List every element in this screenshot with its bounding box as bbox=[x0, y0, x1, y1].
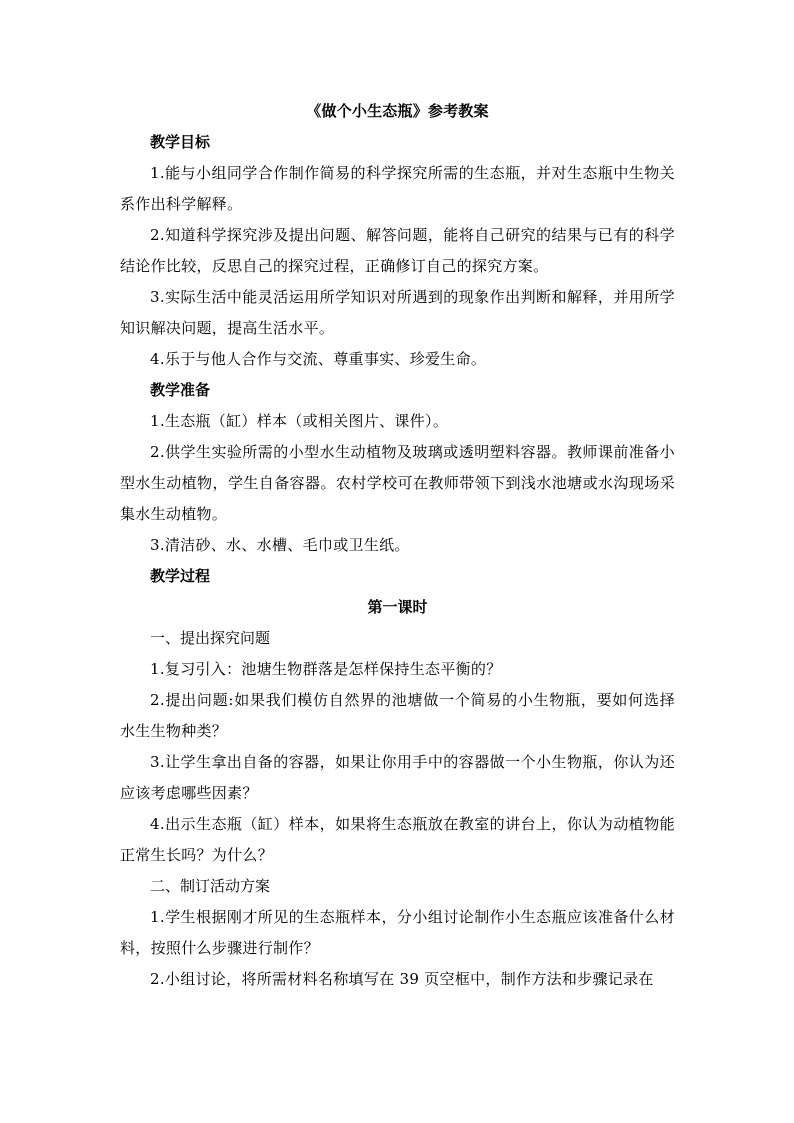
goal-item: 2.知道科学探究涉及提出问题、解答问题，能将自己研究的结果与已有的科学结论作比较，反思自己的探究过程，正确修订自己的探究方案。 bbox=[120, 226, 675, 275]
part1-item: 2.提出问题:如果我们模仿自然界的池塘做一个简易的小生物瓶，要如何选择水生生物种类？ bbox=[120, 691, 675, 740]
part1-item: 1.复习引入：池塘生物群落是怎样保持生态平衡的？ bbox=[150, 660, 502, 678]
document-body bbox=[120, 96, 675, 995]
part1-item: 4.出示生态瓶（缸）样本，如果将生态瓶放在教室的讲台上，你认为动植物能正常生长吗？为什么？ bbox=[120, 815, 675, 864]
part2-item: 1.学生根据刚才所见的生态瓶样本，分小组讨论制作小生态瓶应该准备什么材料，按照什么步骤进行制作？ bbox=[120, 908, 675, 957]
section-heading-prep: 教学准备 bbox=[150, 381, 211, 399]
prep-item: 1.生态瓶（缸）样本（或相关图片、课件）。 bbox=[150, 412, 449, 430]
prep-item: 2.供学生实验所需的小型水生动植物及玻璃或透明塑料容器。教师课前准备小型水生动植物，学生自备容器。农村学校可在教师带领下到浅水池塘或水沟现场采集水生动植物。 bbox=[120, 443, 675, 523]
part2-item: 2.小组讨论，将所需材料名称填写在 39 页空框中，制作方法和步骤记录在 bbox=[150, 970, 654, 988]
lesson-title: 第一课时 bbox=[367, 598, 428, 616]
subsection-heading-part1: 一、提出探究问题 bbox=[150, 629, 271, 647]
subsection-heading-part2: 二、制订活动方案 bbox=[150, 877, 271, 895]
prep-item: 3.清洁砂、水、水槽、毛巾或卫生纸。 bbox=[150, 536, 410, 554]
page-title: 《做个小生态瓶》参考教案 bbox=[306, 102, 489, 120]
goal-item: 1.能与小组同学合作制作简易的科学探究所需的生态瓶，并对生态瓶中生物关系作出科学解释。 bbox=[120, 164, 675, 213]
part1-item: 3.让学生拿出自备的容器，如果让你用手中的容器做一个小生物瓶，你认为还应该考虑哪些因素？ bbox=[120, 753, 675, 802]
goal-item: 4.乐于与他人合作与交流、尊重事实、珍爱生命。 bbox=[150, 350, 487, 368]
section-heading-goals: 教学目标 bbox=[150, 133, 211, 151]
section-heading-process: 教学过程 bbox=[150, 567, 211, 585]
goal-item: 3.实际生活中能灵活运用所学知识对所遇到的现象作出判断和解释，并用所学知识解决问题，提高生活水平。 bbox=[120, 288, 675, 337]
